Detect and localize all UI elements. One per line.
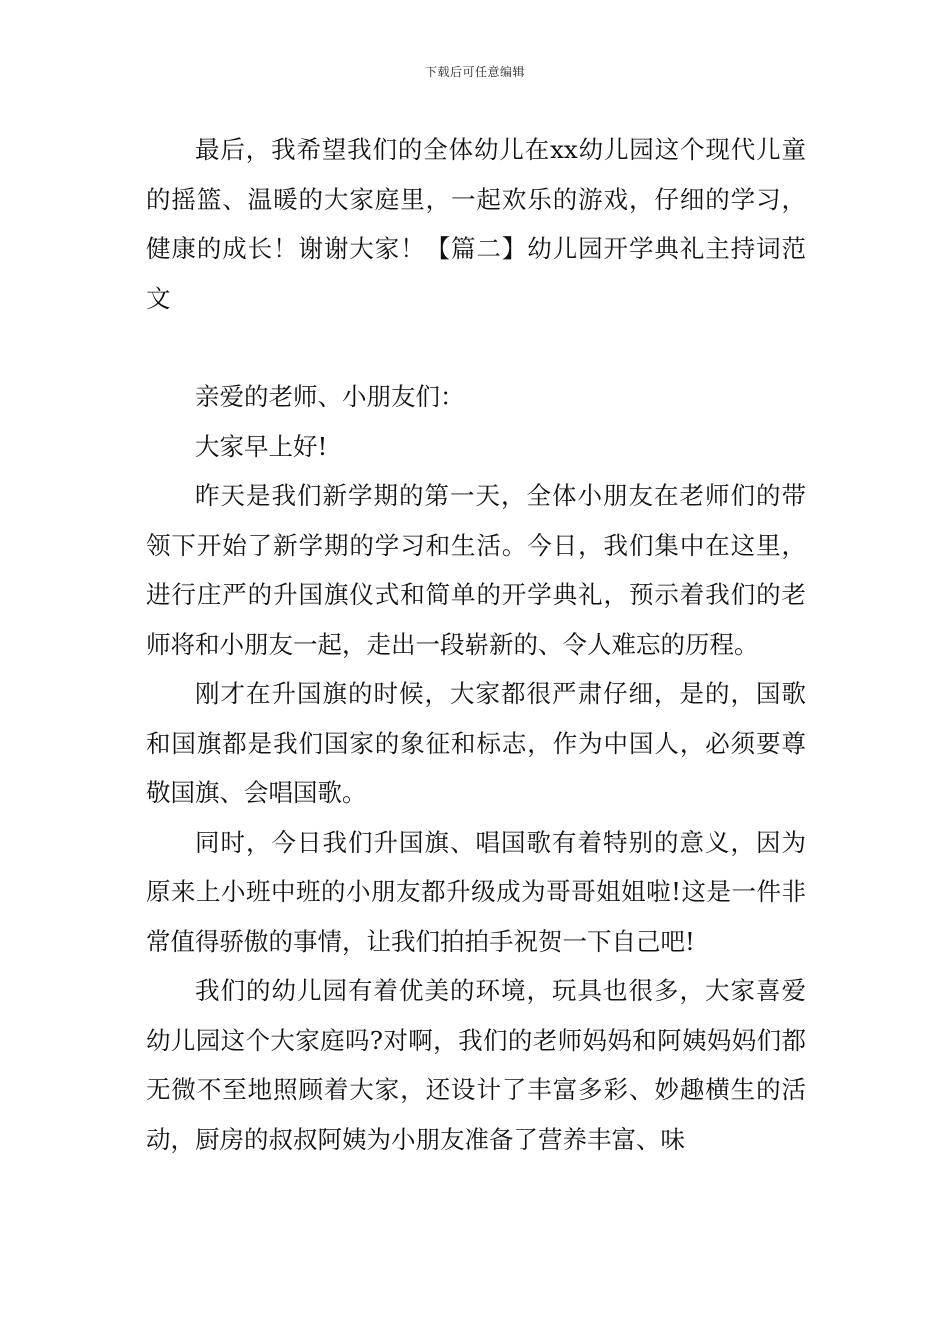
page-header: 下载后可任意编辑	[424, 65, 525, 79]
paragraph-special-meaning: 同时，今日我们升国旗、唱国歌有着特别的意义，因为原来上小班中班的小朋友都升级成为哥哥姐姐啦!这是一件非常值得骄傲的事情，让我们拍拍手祝贺一下自己吧!	[146, 827, 806, 956]
paragraph-salutation: 亲爱的老师、小朋友们：	[195, 382, 465, 411]
paragraph-spacer	[146, 323, 806, 372]
paragraph-closing: 最后，我希望我们的全体幼儿在xx幼儿园这个现代儿童的摇篮、温暖的大家庭里，一起欢乐的游戏，仔细的学习，健康的成长！谢谢大家！【篇二】幼儿园开学典礼主持词范文	[146, 135, 806, 313]
paragraph-greeting: 大家早上好!	[195, 431, 328, 461]
paragraph-flag-raising: 刚才在升国旗的时候，大家都很严肃仔细，是的，国歌和国旗都是我们国家的象征和标志，作为中国人，必须要尊敬国旗、会唱国歌。	[146, 679, 806, 807]
paragraph-kindergarten-environment: 我们的幼儿园有着优美的环境，玩具也很多，大家喜爱幼儿园这个大家庭吗?对啊，我们的老师妈妈和阿姨妈妈们都无微不至地照顾着大家，还设计了丰富多彩、妙趣横生的活动，厨房的叔叔阿姨为小朋友准备了营养丰富、味	[146, 976, 806, 1154]
document-body	[146, 125, 806, 1164]
paragraph-yesterday: 昨天是我们新学期的第一天，全体小朋友在老师们的带领下开始了新学期的学习和生活。今日，我们集中在这里，进行庄严的升国旗仪式和简单的开学典礼，预示着我们的老师将和小朋友一起，走出一段崭新的、令人难忘的历程。	[146, 481, 806, 659]
